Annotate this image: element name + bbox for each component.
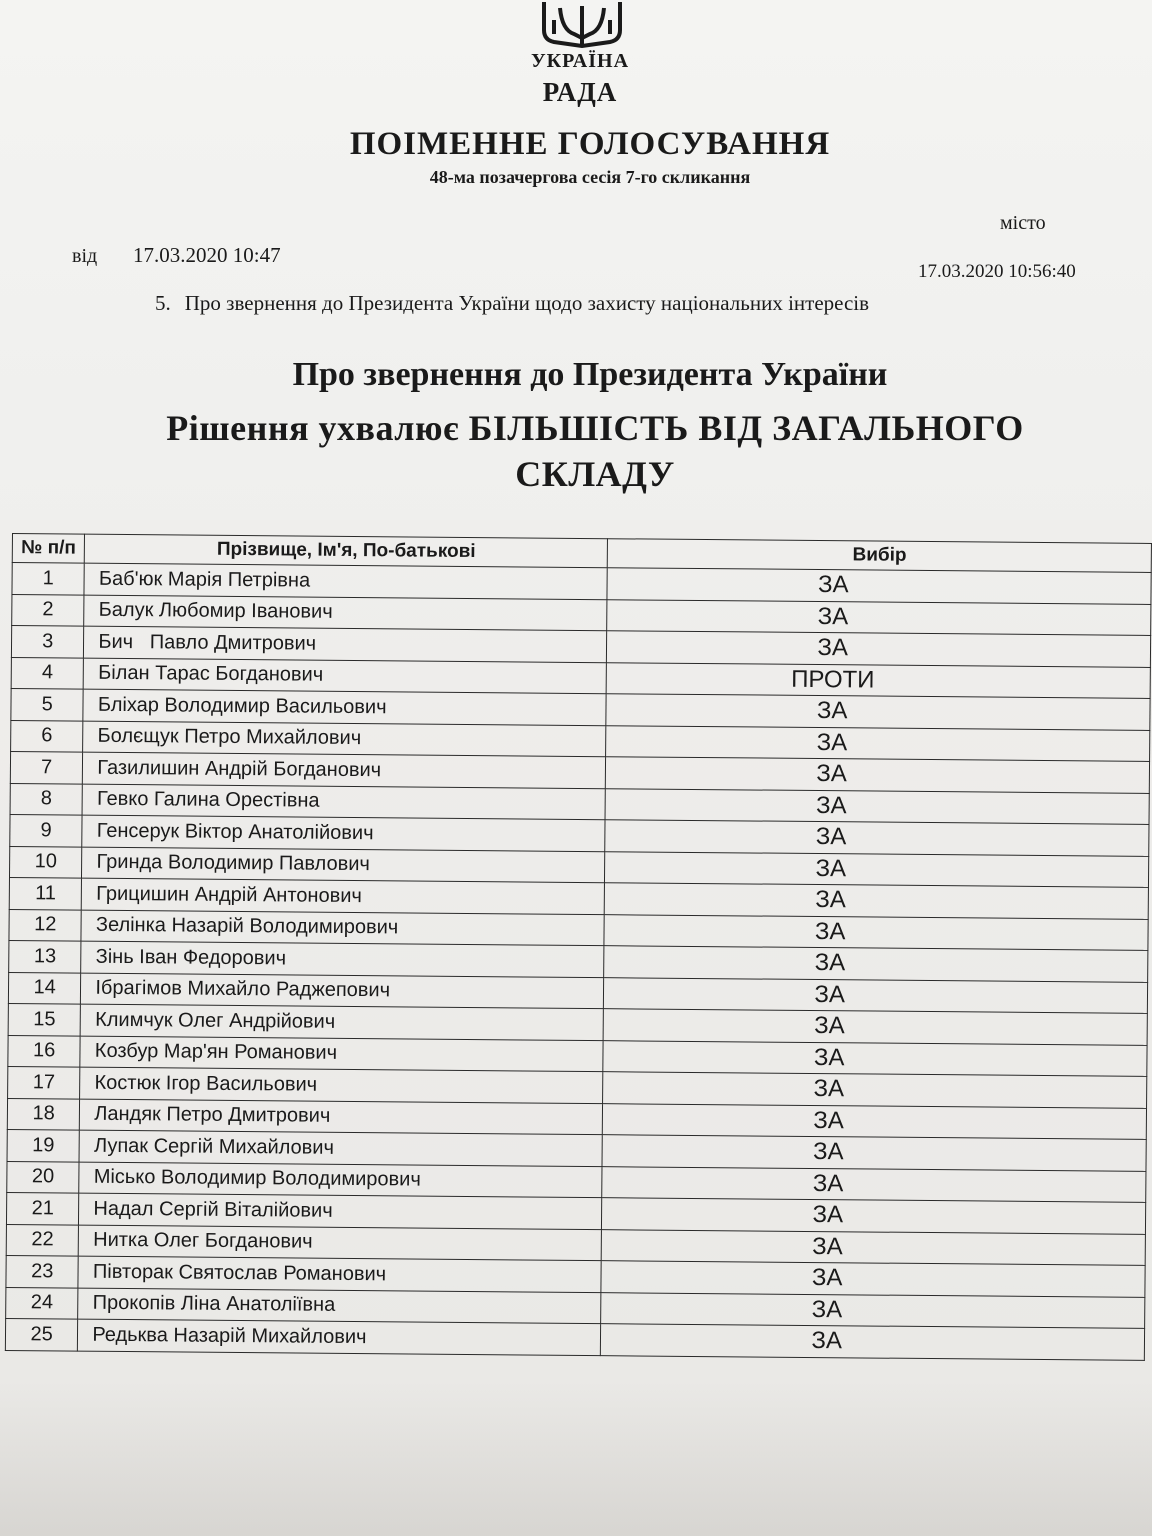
vote-choice: ЗА (607, 631, 1151, 667)
deputy-name: Генсерук Віктор Анатолійович (82, 815, 605, 851)
vote-choice: ЗА (601, 1292, 1145, 1328)
session-info: 48-ма позачергова сесія 7-го скликання (429, 167, 751, 187)
vote-choice: ЗА (603, 1072, 1147, 1108)
vote-choice: ЗА (601, 1261, 1145, 1297)
from-label: від (72, 245, 98, 267)
agenda-item (155, 291, 869, 316)
vote-choice: ЗА (606, 694, 1150, 730)
page-title: ПОІМЕННЕ ГОЛОСУВАННЯ (349, 126, 831, 162)
vote-choice: ЗА (606, 757, 1150, 793)
row-number: 3 (11, 626, 84, 658)
deputy-name: Місько Володимир Володимирович (79, 1162, 602, 1198)
row-number: 7 (10, 751, 83, 783)
vote-choice: ЗА (603, 1040, 1147, 1076)
row-number: 21 (6, 1192, 79, 1224)
decision-title: Про звернення до Президента України (292, 356, 888, 393)
row-number: 25 (5, 1318, 78, 1350)
deputy-name: Півторак Святослав Романович (78, 1256, 601, 1292)
deputy-name: Надал Сергій Віталійович (79, 1193, 602, 1229)
column-header-choice: Вибір (608, 539, 1152, 573)
deputy-name: Костюк Ігор Васильович (80, 1067, 603, 1103)
row-number: 16 (8, 1035, 81, 1067)
row-number: 12 (9, 909, 82, 941)
row-number: 14 (8, 972, 81, 1004)
row-number: 5 (11, 688, 84, 720)
row-number: 24 (6, 1287, 79, 1319)
row-number: 20 (7, 1161, 80, 1193)
vote-choice: ЗА (604, 1009, 1148, 1045)
row-number: 13 (9, 940, 82, 972)
column-header-name: Прізвище, Ім'я, По-батькові (85, 534, 608, 568)
vote-choice: ЗА (604, 946, 1148, 982)
deputy-name: Климчук Олег Андрійович (80, 1004, 603, 1040)
row-number: 11 (9, 877, 82, 909)
vote-choice: ЗА (607, 568, 1151, 604)
deputy-name: Гевко Галина Орестівна (82, 784, 605, 820)
row-number: 2 (12, 594, 85, 626)
deputy-name: Баб'юк Марія Петрівна (84, 563, 607, 599)
deputy-name: Бліхар Володимир Васильович (83, 689, 606, 725)
agenda-text: Про звернення до Президента України щодо захисту національних інтересів (184, 291, 870, 315)
vote-choice: ЗА (605, 883, 1149, 919)
vote-choice: ЗА (602, 1198, 1146, 1234)
row-number: 22 (6, 1224, 79, 1256)
row-number: 8 (10, 783, 83, 815)
row-number: 4 (11, 657, 84, 689)
deputy-name: Редьква Назарій Михайлович (78, 1319, 601, 1355)
vote-choice: ЗА (605, 788, 1149, 824)
deputy-name: Грицишин Андрій Антонович (82, 878, 605, 914)
vote-choice: ЗА (603, 1103, 1147, 1139)
deputy-name: Гринда Володимир Павлович (82, 847, 605, 883)
row-number: 1 (12, 563, 85, 595)
row-number: 18 (7, 1098, 80, 1130)
row-number: 9 (10, 814, 83, 846)
row-number: 17 (8, 1066, 81, 1098)
vote-choice: ЗА (602, 1229, 1146, 1265)
agenda-number: 5. (155, 291, 171, 315)
deputy-name: Болєщук Петро Михайлович (83, 721, 606, 757)
emblem-council: РАДА (542, 77, 618, 107)
deputy-name: Білан Тарас Богданович (84, 658, 607, 694)
deputy-name: Бич Павло Дмитрович (84, 626, 607, 662)
deputy-name: Козбур Мар'ян Романович (80, 1036, 603, 1072)
row-number: 23 (6, 1255, 79, 1287)
vote-choice: ЗА (604, 914, 1148, 950)
deputy-name: Прокопів Ліна Анатоліївна (78, 1288, 601, 1324)
vote-choice: ЗА (605, 851, 1149, 887)
row-number: 10 (9, 846, 82, 878)
vote-choice: ЗА (606, 725, 1150, 761)
deputy-name: Зелінка Назарій Володимирович (81, 910, 604, 946)
vote-choice: ЗА (605, 820, 1149, 856)
row-number: 6 (11, 720, 84, 752)
vote-table (5, 533, 1152, 1360)
deputy-name: Нитка Олег Богданович (79, 1225, 602, 1261)
paper-bottom-shadow (0, 1380, 1152, 1536)
deputy-name: Ібрагімов Михайло Раджепович (81, 973, 604, 1009)
vote-choice: ЗА (602, 1166, 1146, 1202)
deputy-name: Ландяк Петро Дмитрович (80, 1099, 603, 1135)
deputy-name: Лупак Сергій Михайлович (79, 1130, 602, 1166)
trident-icon (540, 0, 624, 48)
deputy-name: Газилишин Андрій Богданович (83, 752, 606, 788)
vote-choice: ПРОТИ (607, 662, 1151, 698)
column-header-number: № п/п (12, 534, 85, 564)
row-number: 19 (7, 1129, 80, 1161)
emblem-country: УКРАЇНА (530, 50, 630, 72)
vote-choice: ЗА (607, 599, 1151, 635)
vote-choice: ЗА (604, 977, 1148, 1013)
session-date: 17.03.2020 10:47 (133, 243, 281, 267)
deputy-name: Зінь Іван Федорович (81, 941, 604, 977)
row-number: 15 (8, 1003, 81, 1035)
vote-timestamp: 17.03.2020 10:56:40 (918, 261, 1076, 282)
vote-choice: ЗА (602, 1135, 1146, 1171)
deputy-name: Балук Любомир Іванович (84, 595, 607, 631)
city-label: місто (1000, 212, 1046, 234)
vote-choice: ЗА (601, 1324, 1145, 1360)
decision-rule: Рішення ухвалює БІЛЬШІСТЬ ВІД ЗАГАЛЬНОГО СКЛАДУ (166, 408, 1024, 494)
